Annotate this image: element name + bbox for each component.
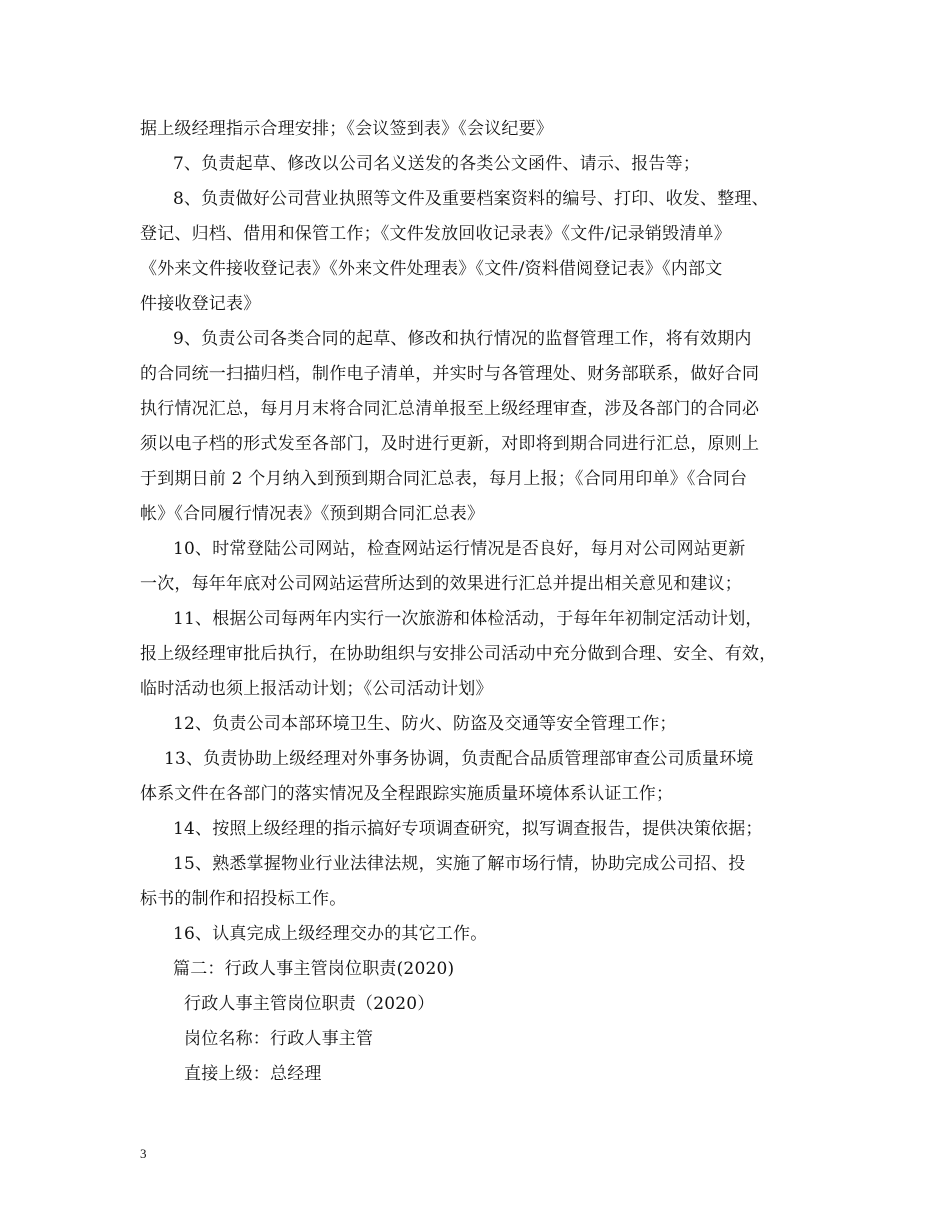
text-line: 直接上级：总经理 — [184, 1064, 322, 1084]
text-line: 16、认真完成上级经理交办的其它工作。 — [173, 924, 488, 944]
text-line: 15、熟悉掌握物业行业法律法规，实施了解市场行情，协助完成公司招、投 — [173, 854, 746, 874]
text-line: 临时活动也须上报活动计划；《公司活动计划》 — [140, 679, 493, 699]
text-line: 8、负责做好公司营业执照等文件及重要档案资料的编号、打印、收发、整理、 — [173, 189, 769, 209]
text-line: 10、时常登陆公司网站，检查网站运行情况是否良好，每月对公司网站更新 — [173, 539, 746, 559]
section-heading: 篇二：行政人事主管岗位职责(2020) — [173, 959, 455, 979]
text-line: 件接收登记表》 — [140, 294, 261, 314]
page-number: 3 — [140, 1146, 147, 1161]
text-line: 标书的制作和招投标工作。 — [140, 889, 347, 909]
text-line: 登记、归档、借用和保管工作；《文件发放回收记录表》《文件/记录销毁清单》 — [140, 224, 731, 244]
text-line: 须以电子档的形式发至各部门，及时进行更新，对即将到期合同进行汇总，原则上 — [140, 434, 760, 454]
text-line: 于到期日前 2 个月纳入到预到期合同汇总表，每月上报；《合同用印单》《合同台 — [140, 469, 748, 489]
text-line: 的合同统一扫描归档，制作电子清单，并实时与各管理处、财务部联系，做好合同 — [140, 364, 760, 384]
text-line: 执行情况汇总，每月月末将合同汇总清单报至上级经理审查，涉及各部门的合同必 — [140, 399, 760, 419]
text-line: 13、负责协助上级经理对外事务协调，负责配合品质管理部审查公司质量环境 — [164, 749, 754, 769]
text-line: 9、负责公司各类合同的起草、修改和执行情况的监督管理工作，将有效期内 — [173, 329, 752, 349]
text-line: 14、按照上级经理的指示搞好专项调查研究，拟写调查报告，提供决策依据； — [173, 819, 763, 839]
text-line: 《外来文件接收登记表》《外来文件处理表》《文件/资料借阅登记表》《内部文 — [140, 259, 723, 279]
text-line: 帐》《合同履行情况表》《预到期合同汇总表》 — [140, 504, 485, 524]
text-line: 报上级经理审批后执行，在协助组织与安排公司活动中充分做到合理、安全、有效， — [140, 644, 777, 664]
text-line: 一次，每年年底对公司网站运营所达到的效果进行汇总并提出相关意见和建议； — [140, 574, 742, 594]
subsection-title: 行政人事主管岗位职责（2020） — [184, 994, 435, 1014]
text-line: 岗位名称：行政人事主管 — [184, 1029, 374, 1049]
text-line: 据上级经理指示合理安排；《会议签到表》《会议纪要》 — [140, 119, 553, 139]
text-line: 体系文件在各部门的落实情况及全程跟踪实施质量环境体系认证工作； — [140, 784, 674, 804]
text-line: 7、负责起草、修改以公司名义送发的各类公文函件、请示、报告等； — [173, 154, 701, 174]
text-line: 11、根据公司每两年内实行一次旅游和体检活动，于每年年初制定活动计划， — [173, 609, 763, 629]
text-line: 12、负责公司本部环境卫生、防火、防盗及交通等安全管理工作； — [173, 714, 677, 734]
